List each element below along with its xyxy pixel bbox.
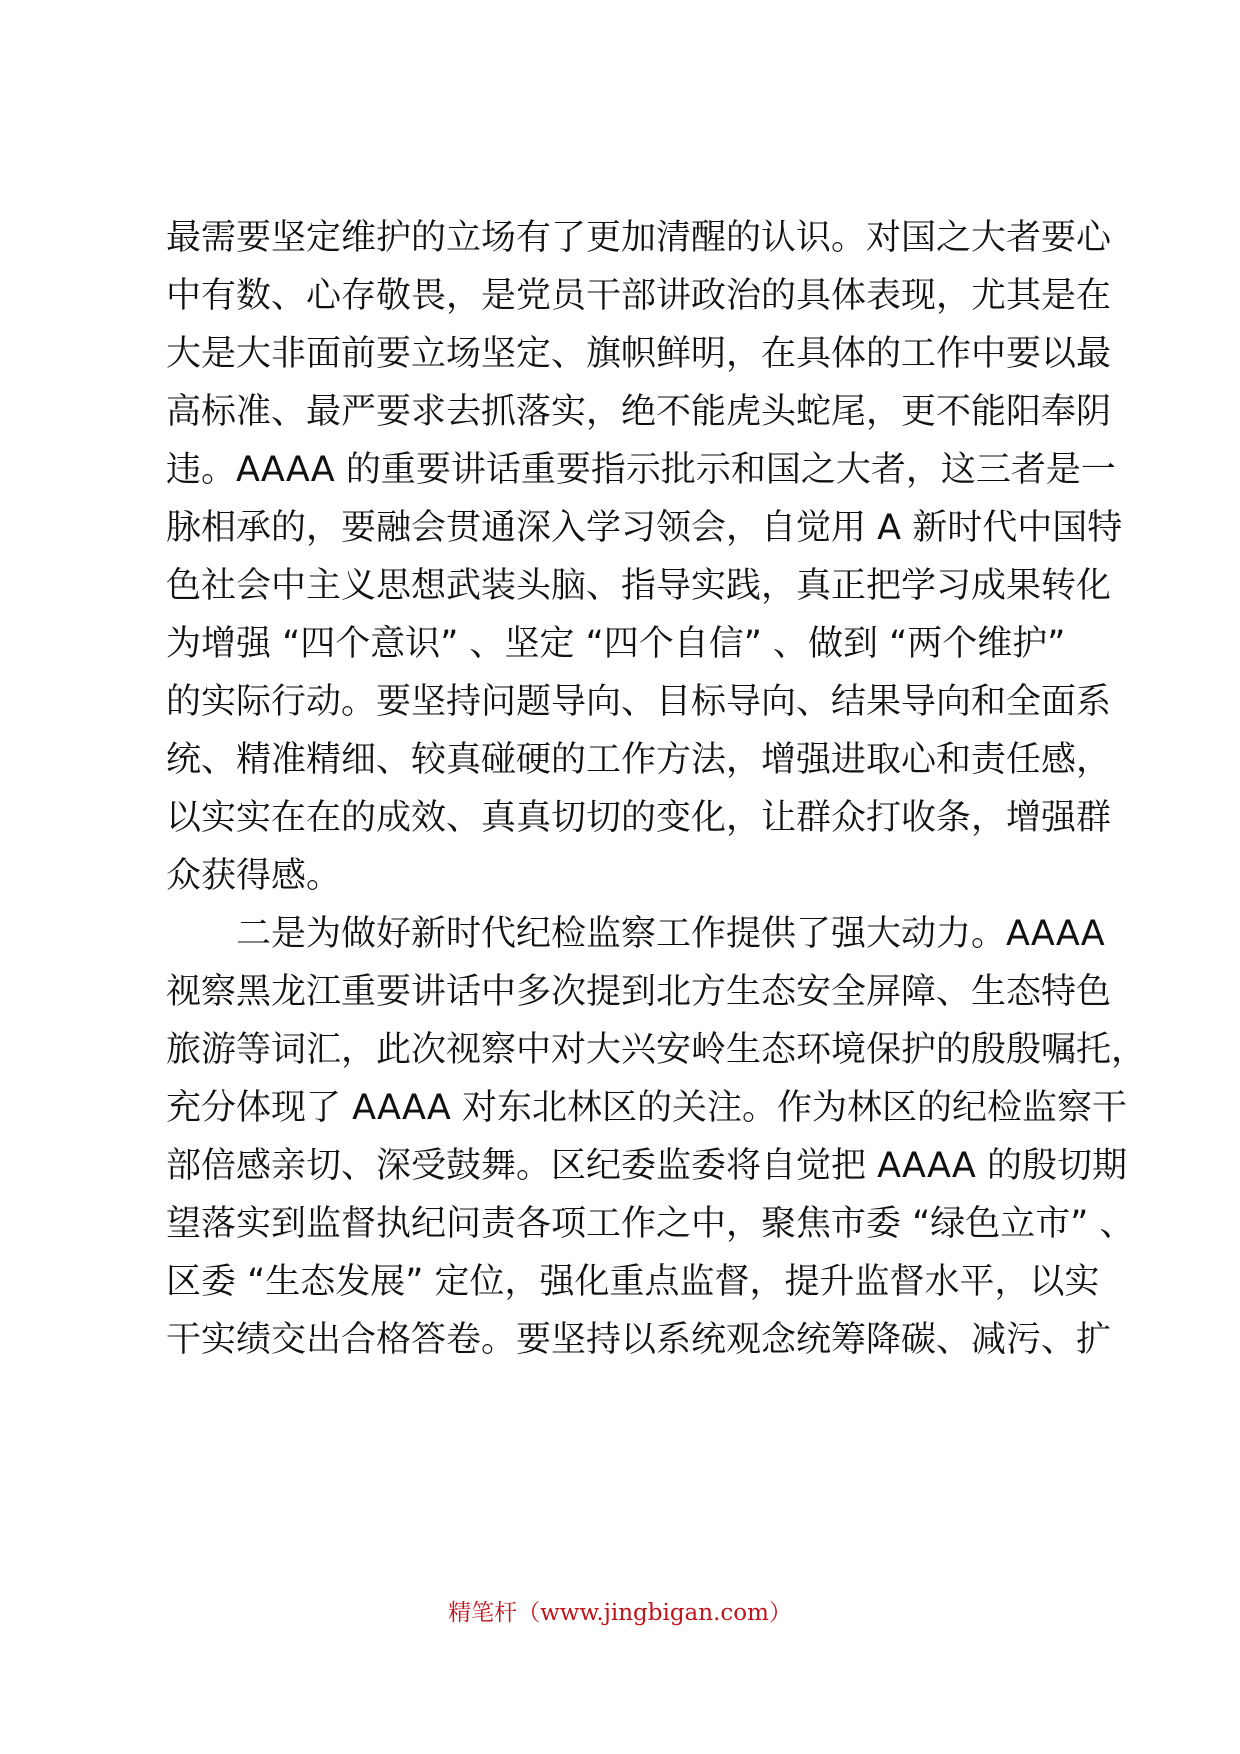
- text-line: 望落实到监督执纪问责各项工作之中，聚焦市委 “绿色立市” 、: [166, 1204, 1135, 1244]
- footer-watermark: 精笔杆（www.jingbigan.com）: [448, 1600, 792, 1626]
- text-line: 违。AAAA 的重要讲话重要指示批示和国之大者，这三者是一: [166, 450, 1116, 490]
- text-line: 干实绩交出合格答卷。要坚持以系统观念统筹降碳、减污、扩: [166, 1320, 1112, 1360]
- text-line: 众获得感。: [166, 856, 342, 896]
- text-line: 脉相承的，要融会贯通深入学习领会，自觉用 A 新时代中国特: [166, 508, 1123, 548]
- text-line: 最需要坚定维护的立场有了更加清醒的认识。对国之大者要心: [166, 218, 1112, 258]
- text-line: 高标准、最严要求去抓落实，绝不能虎头蛇尾，更不能阳奉阴: [166, 392, 1112, 432]
- text-line: 以实实在在的成效、真真切切的变化，让群众打收条，增强群: [166, 798, 1112, 838]
- text-line: 二是为做好新时代纪检监察工作提供了强大动力。AAAA: [166, 914, 1105, 954]
- text-line: 色社会中主义思想武装头脑、指导实践，真正把学习成果转化: [166, 566, 1112, 606]
- text-line: 部倍感亲切、深受鼓舞。区纪委监委将自觉把 AAAA 的殷切期: [166, 1146, 1127, 1186]
- text-line: 统、精准精细、较真碰硬的工作方法，增强进取心和责任感，: [166, 740, 1112, 780]
- text-line: 区委 “生态发展” 定位，强化重点监督，提升监督水平，以实: [166, 1262, 1100, 1302]
- text-line: 的实际行动。要坚持问题导向、目标导向、结果导向和全面系: [166, 682, 1112, 722]
- text-line: 视察黑龙江重要讲话中多次提到北方生态安全屏障、生态特色: [166, 972, 1112, 1012]
- text-line: 中有数、心存敬畏，是党员干部讲政治的具体表现，尤其是在: [166, 276, 1112, 316]
- text-line: 大是大非面前要立场坚定、旗帜鲜明，在具体的工作中要以最: [166, 334, 1112, 374]
- text-line: 旅游等词汇，此次视察中对大兴安岭生态环境保护的殷殷嘱托，: [166, 1030, 1147, 1070]
- text-line: 充分体现了 AAAA 对东北林区的关注。作为林区的纪检监察干: [166, 1088, 1127, 1128]
- text-line: 为增强 “四个意识” 、坚定 “四个自信” 、做到 “两个维护”: [166, 624, 1066, 664]
